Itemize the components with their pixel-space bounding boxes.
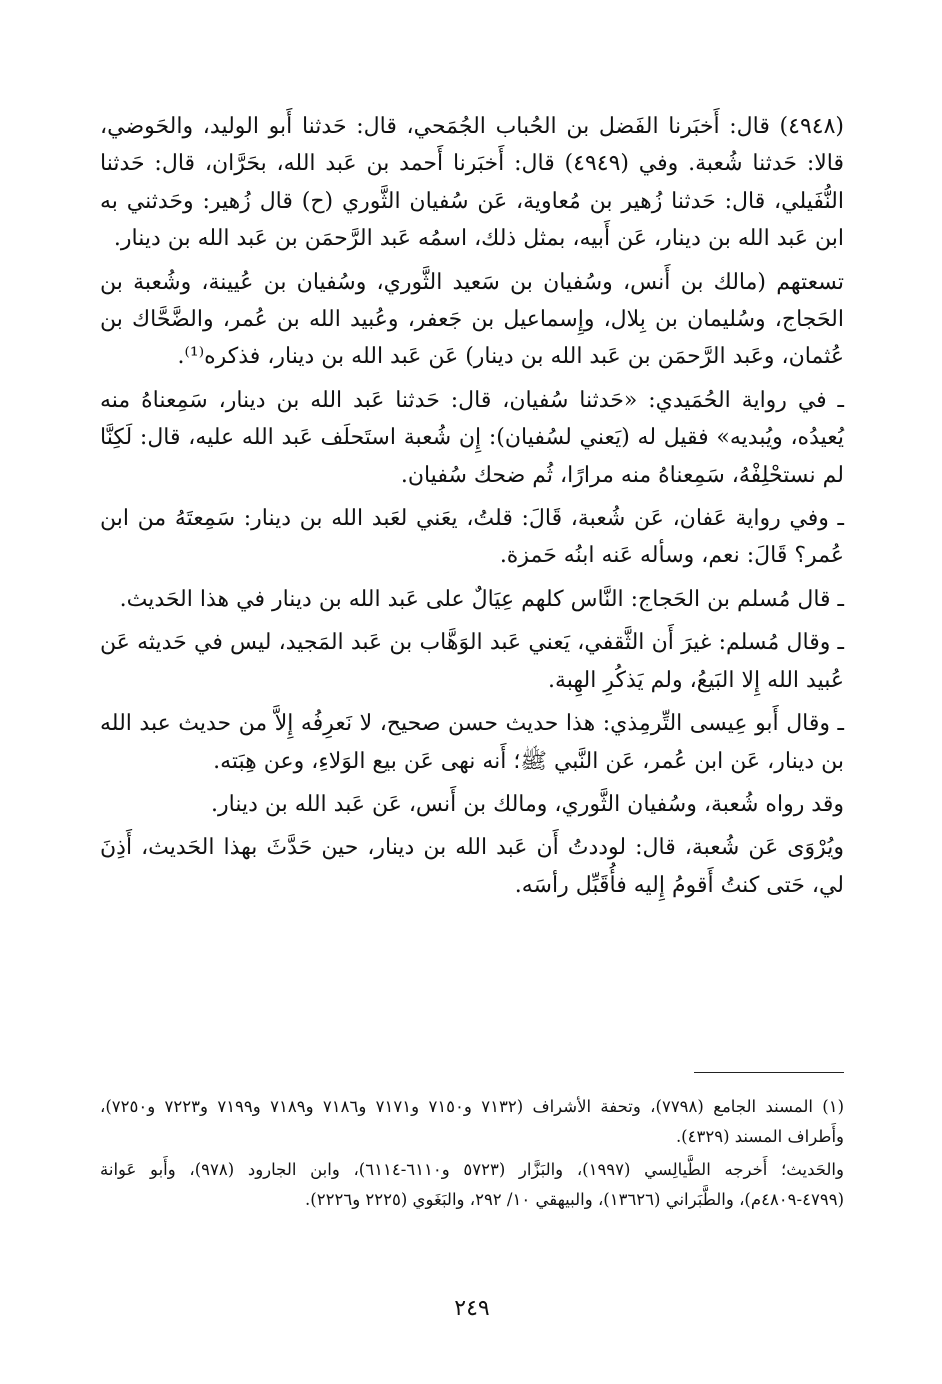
paragraph-muslim-1: ـ قال مُسلم بن الحَجاج: النَّاس كلهم عِيَالٌ على عَبد الله بن دينار في هذا الحَديث. — [119, 586, 844, 612]
paragraph-tirmidhi: ـ وقال أَبو عِيسى التِّرمِذي: هذا حديث حسن صحيح، لا نَعرِفُه إِلاَّ من حديث عبد الله بن دينار، عَن ابن عُمر، عَن النَّبي ﷺ؛ أَنه نهى عَن بيع الوَلاءِ، وعن هِبَته. — [100, 711, 844, 774]
main-text — [100, 108, 844, 904]
paragraph-humaidi: ـ في رواية الحُمَيدي: «حَدثنا سُفيان، قال: حَدثنا عَبد الله بن دينار، سَمِعناهُ منه يُعيدُه، ويُبديه» فقيل له (يَعني لسُفيان): إِن شُعبة استَحلَف عَبد الله عليه، قال: لَكِنَّا لم نستحْلِفْهُ، سَمِعناهُ منه مرارًا، ثُم ضحك سُفيان. — [100, 387, 844, 488]
paragraph-isnad: (٤٩٤٨) قال: أَخبَرنا الفَضل بن الحُباب الجُمَحي، قال: حَدثنا أَبو الوليد، والحَوضي، قالا: حَدثنا شُعبة. وفي (٤٩٤٩) قال: أَخبَرنا أَحمد بن عَبد الله، بحَرَّان، قال: حَدثنا النُّفَيلي، قال: حَدثنا زُهير بن مُعاوية، عَن سُفيان الثَّوري (ح) قال زُهير: وحَدثني به ابن عَبد الله بن دينار، عَن أَبيه، بمثل ذلك، اسمُه عَبد الرَّحمَن بن عَبد الله بن دينار. — [100, 114, 844, 252]
paragraph-rawahu: وقد رواه شُعبة، وسُفيان الثَّوري، ومالك بن أَنس، عَن عَبد الله بن دينار. — [211, 791, 844, 817]
paragraph-affan: ـ وفي رواية عَفان، عَن شُعبة، قَالَ: قلتُ، يعَني لعَبد الله بن دينار: سَمِعتَهُ من ابن عُمر؟ قَالَ: نعم، وسأله عَنه ابنُه حَمزة. — [100, 506, 844, 569]
footnotes — [100, 1092, 844, 1218]
paragraph-muslim-2: ـ وقال مُسلم: غيرَ أَن الثَّقفي، يَعني عَبد الوَهَّاب بن عَبد المَجيد، ليس في حَديثه عَن عُبيد الله إِلا البَيعُ، ولم يَذكُرِ الهِبة. — [100, 630, 844, 693]
book-page — [100, 108, 844, 1358]
paragraph-yurwa: ويُرْوَى عَن شُعبة، قال: لوددتُ أَن عَبد الله بن دينار، حين حَدَّثَ بهذا الحَديث، أَذِنَ لي، حَتى كنتُ أَقومُ إِليه فأُقَبِّل رأسَه. — [100, 835, 844, 898]
footnote-2: والحَديث؛ أَخرجه الطَّيالِسي (١٩٩٧)، والبَزَّار (٥٧٢٣ و٦١١٠-٦١١٤)، وابن الجارود (٩٧٨)، وأَبو عَوانة (٤٧٩٩-٤٨٠٩م)، والطَّبَراني (١٣٦٢٦)، والبيهقي ١٠/ ٢٩٢، والبَغَوي (٢٢٢٥ و٢٢٢٦). — [100, 1160, 844, 1209]
paragraph-narrators: تسعتهم (مالك بن أَنس، وسُفيان بن سَعيد الثَّوري، وسُفيان بن عُيينة، وشُعبة بن الحَجاج، وسُليمان بن بِلال، وإِسماعيل بن جَعفر، وعُبيد الله بن عُمر، والضَّحَّاك بن عُثمان، وعَبد الرَّحمَن بن عَبد الله بن دينار) عَن عَبد الله بن دينار، فذكره⁽¹⁾. — [100, 269, 844, 370]
footnote-divider — [694, 1072, 844, 1073]
footnote-1: (١) المسند الجامع (٧٧٩٨)، وتحفة الأشراف (٧١٣٢ و٧١٥٠ و٧١٧١ و٧١٨٦ و٧١٨٩ و٧١٩٩ و٧٢٢٣ و٧٢٥٠)، وأَطراف المسند (٤٣٢٩). — [100, 1097, 845, 1146]
page-number: ٢٤٩ — [454, 1296, 490, 1321]
